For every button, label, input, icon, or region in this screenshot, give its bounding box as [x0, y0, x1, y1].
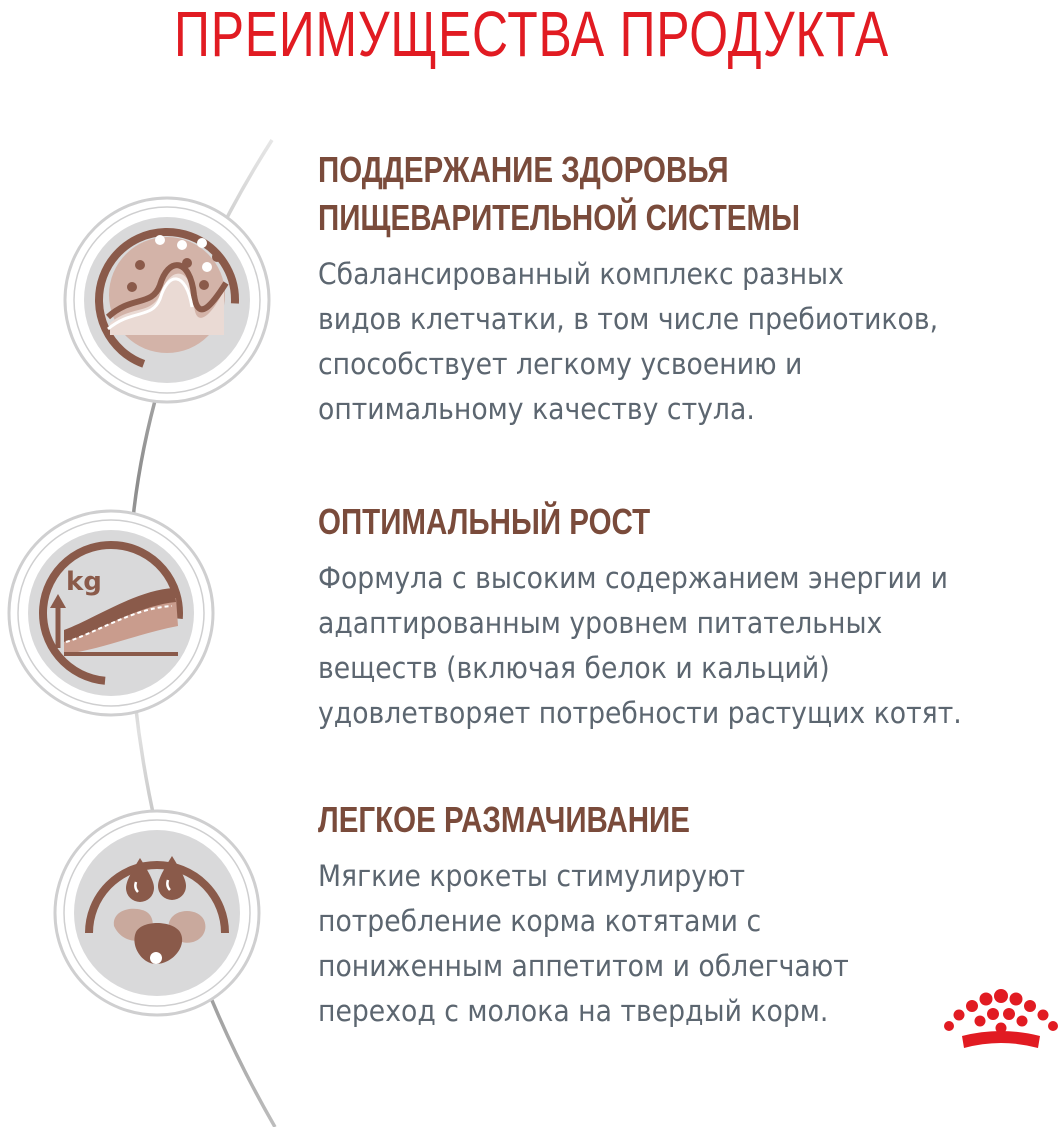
- feature-description: Сбалансированный комплекс разных видов клетчатки, в том числе пребиотиков, способствует легкому усвоению и оптимальному качеству стула.: [318, 257, 939, 426]
- feature-item-digestive: [318, 146, 1058, 432]
- feature-title: ЛЕГКОЕ РАЗМАЧИВАНИЕ: [318, 799, 690, 840]
- feature-item-growth: [318, 498, 1058, 736]
- digestive-health-icon: [62, 195, 272, 405]
- rehydration-drops-icon: [52, 808, 262, 1018]
- feature-description: Формула с высоким содержанием энергии и адаптированным уровнем питательных веществ (включая белок и кальций) удовлетворяет потребности растущих котят.: [318, 561, 962, 730]
- feature-description: Мягкие крокеты стимулируют потребление корма котятами с пониженным аппетитом и облегчают переход с молока на твердый корм.: [318, 859, 849, 1028]
- royal-canin-crown-icon: [942, 988, 1060, 1056]
- feature-title: ПОДДЕРЖАНИЕ ЗДОРОВЬЯ ПИЩЕВАРИТЕЛЬНОЙ СИСТЕМЫ: [318, 149, 800, 238]
- feature-icon-2: [6, 508, 216, 718]
- feature-icon-1: [62, 195, 272, 405]
- brand-logo: [942, 988, 1060, 1060]
- svg-text:kg: kg: [66, 567, 102, 597]
- page-title: ПРЕИМУЩЕСТВА ПРОДУКТА: [174, 0, 889, 70]
- feature-icon-3: [52, 808, 262, 1018]
- feature-title: ОПТИМАЛЬНЫЙ РОСТ: [318, 501, 651, 542]
- growth-kg-icon: [6, 508, 216, 718]
